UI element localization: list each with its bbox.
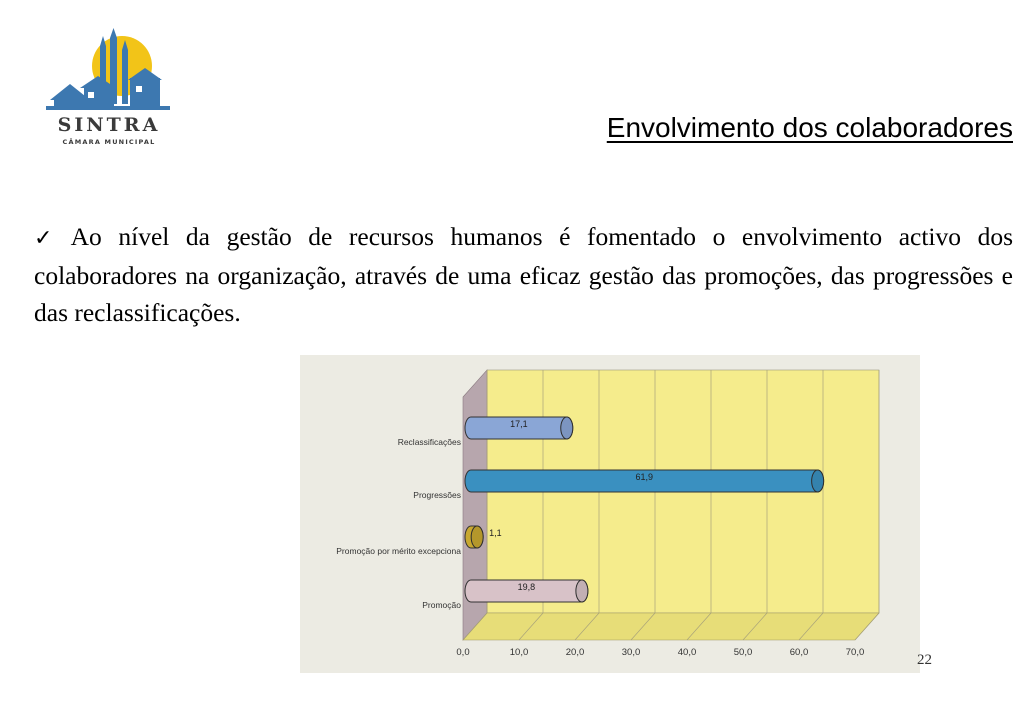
bar-cap bbox=[561, 417, 573, 439]
bar-chart bbox=[300, 355, 920, 673]
data-label: 19,8 bbox=[517, 582, 536, 592]
x-tick-label: 40,0 bbox=[677, 647, 697, 658]
x-tick-label: 20,0 bbox=[565, 647, 585, 658]
bar-cap bbox=[471, 526, 483, 548]
x-tick-label: 0,0 bbox=[456, 647, 470, 658]
x-tick-label: 10,0 bbox=[509, 647, 529, 658]
chart-frame bbox=[300, 355, 920, 673]
body-paragraph bbox=[34, 218, 1013, 331]
data-label: 61,9 bbox=[635, 472, 654, 482]
page-number: 22 bbox=[917, 652, 932, 668]
sintra-emblem-icon bbox=[40, 28, 180, 116]
category-label: Progressões bbox=[413, 490, 461, 500]
plot-floor bbox=[463, 613, 879, 640]
category-label: Promoção bbox=[422, 600, 461, 610]
data-label: 17,1 bbox=[510, 419, 528, 429]
paragraph-text: Ao nível da gestão de recursos humanos é fomentado o envolvimento activo dos colaboradores na organização, através de uma eficaz gestão das promoções, das progressões e das reclassificações. bbox=[34, 222, 1014, 327]
category-label: Reclassificações bbox=[397, 437, 461, 447]
bar-cap bbox=[812, 470, 824, 492]
data-label: 1,1 bbox=[489, 528, 502, 538]
x-tick-label: 30,0 bbox=[621, 647, 641, 658]
x-tick-label: 70,0 bbox=[845, 647, 865, 658]
logo-subtitle: CÂMARA MUNICIPAL bbox=[62, 138, 156, 146]
x-tick-label: 50,0 bbox=[733, 647, 753, 658]
bar-cap bbox=[576, 580, 588, 602]
x-tick-label: 60,0 bbox=[789, 647, 809, 658]
check-icon: ✓ bbox=[34, 226, 63, 251]
logo-title: SINTRA bbox=[57, 114, 161, 136]
category-label: Promoção por mérito excepciona bbox=[336, 546, 461, 556]
page-title: Envolvimento dos colaboradores bbox=[606, 112, 1013, 143]
